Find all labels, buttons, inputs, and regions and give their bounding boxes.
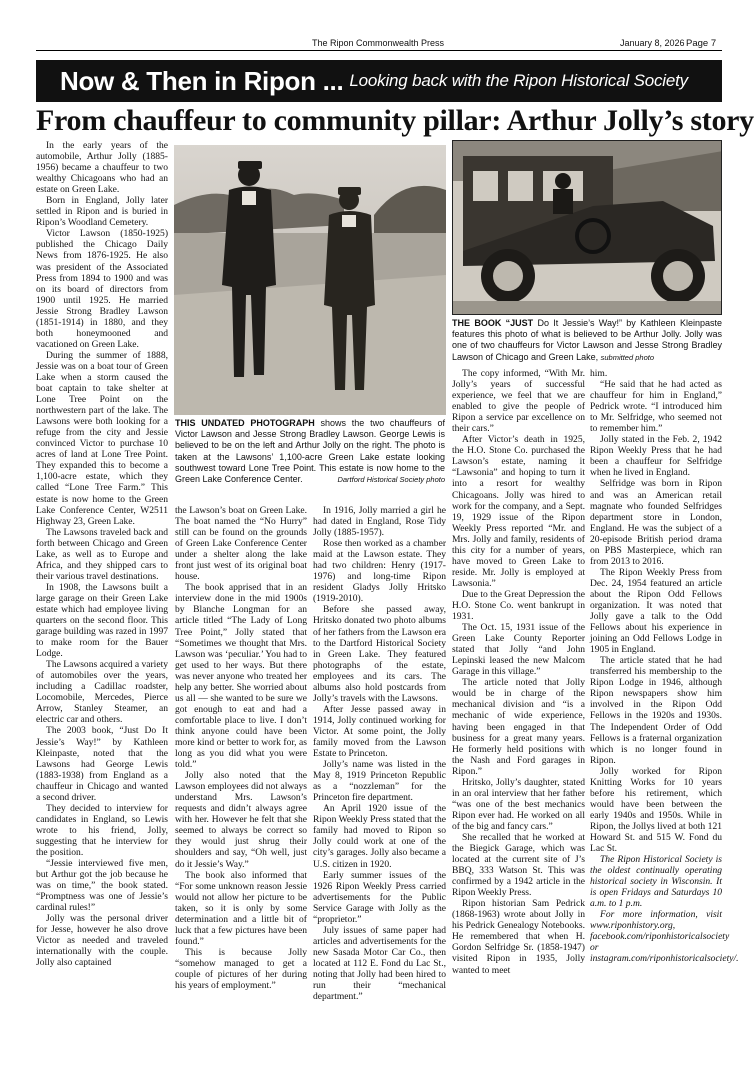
paragraph: Jolly’s name was listed in the May 8, 1919 Princeton Republic as a “nozzleman” for the Princeton fire department. bbox=[313, 759, 446, 804]
paragraph: The 2003 book, “Just Do It Jessie’s Way!” by Kathleen Kleinpaste, noted that the Lawsons had George Lewis (1883-1938) from England as a chauffeur in Chicago and wanted a second driver. bbox=[36, 725, 168, 803]
paragraph: Before she passed away, Hritsko donated two photo albums of her fathers from the Lawson era to the Dartford Historical Society in Green Lake. They featured photographs of the estate, employees and its cars. The albums also hold postcards from Jolly’s travels with the Lawsons. bbox=[313, 604, 446, 704]
article-column-1 bbox=[36, 140, 168, 969]
paragraph: Due to the Great Depression the H.O. Stone Co. went bankrupt in 1931. bbox=[452, 588, 585, 623]
paragraph: The book also informed that “For some unknown reason Jessie would not allow her picture to be taken, so it is only by some determination and a little bit of luck that a few pictures have been found.” bbox=[175, 869, 307, 947]
paragraph: Hritsko, Jolly’s daughter, stated in an oral interview that her father “was one of the best mechanics Ripon ever had. He worked on all of the big and fancy cars.” bbox=[452, 776, 585, 832]
paragraph: This is because Jolly “somehow managed to get a couple of pictures of her during his years of employment.” bbox=[175, 946, 307, 992]
paragraph: During the summer of 1888, Jessie was on a boat tour of Green Lake when a storm caused the boat captain to take shelter at Lone Tree Point on the northwestern part of the lake. The Lawsons were both looking for a refuge from the city and Jessie convinced Victor to purchase 10 acres of land at Lone Tree Point. They expanded this to become a 1,100-acre estate, which they called “Lone Tree Farm.” This estate is now home to the Green Lake Conference Center, W2511 Highway 23, Green Lake. bbox=[36, 349, 168, 527]
chauffeurs-photo bbox=[174, 145, 446, 415]
photo1-caption-text: shows the two chauffeurs of Victor Lawson and Jesse Strong Bradley Lawson. George Lewis is believed to be on the left and Arthur Jolly on the right. The photo is taken at the Lawsons’ 1,100-acre Green Lake estate looking southwest toward Lone Tree Point. This estate is now home to the Green Lake Conference Center. bbox=[175, 418, 445, 485]
vintage-car-illustration bbox=[453, 141, 722, 315]
article-column-2 bbox=[175, 505, 307, 991]
paragraph: The Ripon Historical Society is the oldest continually operating historical society in Wisconsin. It is open Fridays and Saturdays 10 a.m. to 1 p.m. bbox=[590, 854, 722, 910]
issue-date: January 8, 2026 bbox=[620, 38, 685, 48]
paragraph: Early summer issues of the 1926 Ripon Weekly Press carried advertisements for the Public Service Garage with Jolly as the “proprietor.” bbox=[313, 869, 446, 925]
photo2-caption-text: Do It Jessie’s Way!” by Kathleen Kleinpaste features this photo of what is believed to be Arthur Jolly. Jolly was one of two chauffeurs for Victor Lawson and Jesse Strong Bradley Lawson of Chicago and Green Lake, bbox=[452, 318, 722, 362]
paragraph: The Lawsons traveled back and forth between Chicago and Green Lake, as well as to Europe and Africa, and they shipped cars to their various travel destinations. bbox=[36, 526, 168, 582]
header-divider bbox=[36, 50, 722, 51]
paragraph: The book apprised that in an interview done in the mid 1900s by Blanche Longman for an article titled “The Lady of Long Tree Point,” Jolly stated that “Sometimes we thought that Mrs. Lawson was ‘peculiar.’ You had to get used to her ways. But there was never anyone who treated her help any better. She worried about us all — she wanted to be sure we got enough to eat and had a comfortable place to live. I don’t think anyone could have been more kind or better to work for, as long as you did what you were told.” bbox=[175, 582, 307, 771]
section-title: Now & Then in Ripon ... bbox=[60, 65, 344, 96]
paragraph: After Victor’s death in 1925, the H.O. Stone Co. purchased the Lawson’s estate, naming it “Lawsonia” and hoping to turn it into a resort for wealthy Chicagoans. Jolly was hired to work for the company, and a Sept. 19, 1929 issue of the Ripon Weekly Press reported “Mr. and Mrs. Jolly and family, residents of this city for a number of years, have moved to Green Lake to reside. Mr. Jolly is employed at Lawsonia.” bbox=[452, 434, 585, 589]
article-column-3 bbox=[313, 505, 446, 1002]
section-subtitle: Looking back with the Ripon Historical Society bbox=[349, 71, 688, 90]
paragraph: The Oct. 15, 1931 issue of the Green Lake County Reporter stated that Jolly “and John Lepinski leased the new Malcom Garage in this village.” bbox=[452, 622, 585, 678]
paragraph: In 1908, the Lawsons built a large garage on their Green Lake estate which had employee living quarters on the second floor. This garage building was razed in 1997 to make room for the Bauer Lodge. bbox=[36, 581, 168, 660]
paragraph: In the early years of the automobile, Arthur Jolly (1885-1956) became a chauffeur to two wealthy Chicagoans who had an estate on Green Lake. bbox=[36, 140, 168, 196]
paragraph: Jolly stated in the Feb. 2, 1942 Ripon Weekly Press that he had been a chauffeur for Selfridge when he lived in England. bbox=[590, 434, 722, 479]
paragraph: Born in England, Jolly later settled in Ripon and is buried in Ripon’s Woodland Cemetery. bbox=[36, 195, 168, 229]
photo1-credit: Dartford Historical Society photo bbox=[337, 475, 445, 485]
paragraph: The Ripon Weekly Press from Dec. 24, 1954 featured an article about the Ripon Odd Fellows organization. It was noted that Jolly gave a talk to the Odd Fellows about his experience in joining an Odd Fellows Lodge in 1905 in England. bbox=[590, 566, 722, 656]
article-headline: From chauffeur to community pillar: Arthur Jolly’s story bbox=[36, 104, 754, 137]
paragraph: An April 1920 issue of the Ripon Weekly Press stated that the family had moved to Ripon so Jolly could work at one of the city’s garages. Jolly also became a U.S. citizen in 1920. bbox=[313, 803, 446, 870]
car-photo bbox=[452, 140, 722, 315]
paragraph: the Lawson’s boat on Green Lake. The boat named the “No Hurry” still can be found on the grounds of Green Lake Conference Center under a shelter along the lake front just west of its original boat house. bbox=[175, 505, 307, 583]
paragraph: For more information, visit www.riponhistory.org, facebook.com/riponhistoricalsociety or instagram.com/riponhistoricalsociety/. bbox=[590, 909, 739, 965]
paragraph: Rose then worked as a chamber maid at the Lawson estate. They had two children: Henry (1917-1976) and long-time Ripon resident Gladys Jolly Hritsko (1919-2010). bbox=[313, 538, 446, 605]
paragraph: The article stated that he had transferred his membership to the Ripon Lodge in 1946, although Ripon newspapers show him involved in the Ripon Odd Fellows in the 1920s and 1930s. The Independent Order of Odd Fellows is a fraternal organization which is no longer found in Ripon. bbox=[590, 655, 722, 766]
paragraph: Victor Lawson (1850-1925) published the Chicago Daily News from 1876-1925. He also was president of the Associated Press from 1894 to 1900 and was on its board of directors from 1900 until 1925. He married Jessie Strong Bradley Lawson (1851-1914) in 1880, and they both honeymooned and vacationed on Green Lake. bbox=[36, 228, 168, 350]
photo2-caption bbox=[452, 318, 722, 363]
paragraph: July issues of same paper had articles and advertisements for the new Sasada Motor Car Co., then located at 112 E. Fond du Lac St., noting that Jolly had been hired to run their “mechanical department.” bbox=[313, 924, 446, 1003]
paragraph: Ripon historian Sam Pedrick (1868-1963) wrote about Jolly in his Pedrick Genealogy Notebooks. He remembered that when H. Gordon Selfridge Sr. (1858-1947) visited Ripon in 1935, Jolly wanted to meet bbox=[452, 898, 585, 976]
paragraph: Jolly was the personal driver for Jesse, however he also drove Victor as needed and traveled internationally with the couple. Jolly also captained bbox=[36, 913, 168, 969]
paragraph: They decided to interview for candidates in England, so Lewis wrote to his friend, Jolly, suggesting that he interview for the position. bbox=[36, 802, 168, 858]
photo2-caption-lead: THE BOOK “JUST bbox=[452, 318, 534, 328]
article-column-4 bbox=[452, 368, 585, 976]
page-number: Page 7 bbox=[686, 38, 717, 49]
paragraph: In 1916, Jolly married a girl he had dated in England, Rose Tidy Jolly (1885-1957). bbox=[313, 505, 446, 539]
paragraph: him. bbox=[590, 368, 608, 379]
paragraph: She recalled that he worked at the Biegick Garage, which was located at the current site of J’s BBQ, 333 Watson St. This was confirmed by a 1942 article in the Ripon Weekly Press. bbox=[452, 831, 585, 899]
paragraph: The Lawsons acquired a variety of automobiles over the years, including a Cadillac roadster, Locomobile, Mercedes, Pierce Arrow, Stanley Steamer, an electric car and others. bbox=[36, 659, 168, 726]
paragraph: “Jessie interviewed five men, but Arthur got the job because he was on time,” the book stated. “Promptness was one of Jessie’s cardinal rules!” bbox=[36, 858, 168, 914]
photo2-credit: submitted photo bbox=[600, 352, 654, 362]
paragraph: The copy informed, “With Mr. Jolly’s years of successful experience, we feel that we are enabled to give the people of Ripon a service par excellence on their cars.” bbox=[452, 368, 585, 435]
newspaper-name: The Ripon Commonwealth Press bbox=[312, 38, 445, 48]
paragraph: Jolly also noted that the Lawson employees did not always understand Mrs. Lawson’s requests and didn’t always agree with her. However he felt that she seemed to always be correct so they would just shrug their shoulders and say, “Oh well, just do it Jessie’s Way.” bbox=[175, 770, 307, 870]
article-column-5 bbox=[590, 368, 739, 965]
photo1-caption-lead: THIS UNDATED PHOTOGRAPH bbox=[175, 418, 315, 428]
paragraph: Jolly worked for Ripon Knitting Works for 10 years before his retirement, which would have been between the early 1940s and 1950s. While in Ripon, the Jollys lived at both 121 Howard St. and 515 W. Fond du Lac St. bbox=[590, 765, 722, 855]
chauffeurs-photo-illustration bbox=[174, 145, 446, 415]
paragraph: “He said that he had acted as chauffeur for him in England,” Pedrick wrote. “I introduced him to Mr. Selfridge, who seemed not to remember him.” bbox=[590, 379, 722, 435]
paragraph: After Jesse passed away in 1914, Jolly continued working for Victor. At some point, the Jolly family moved from the Lawson Estate to Princeton. bbox=[313, 703, 446, 760]
photo1-caption bbox=[175, 418, 445, 485]
paragraph: Selfridge was born in Ripon and was an American retail magnate who founded Selfridges department store in London, England. He was the subject of a 20-episode British period drama on PBS Masterpiece, which ran from 2013 to 2016. bbox=[590, 478, 722, 567]
section-banner bbox=[36, 60, 722, 102]
paragraph: The article noted that Jolly would be in charge of the mechanical division and “is a mechanic of wide experience, having been engaged in that business for a great many years. He formerly held positions with the Nash and Ford garages in Ripon.” bbox=[452, 677, 585, 777]
